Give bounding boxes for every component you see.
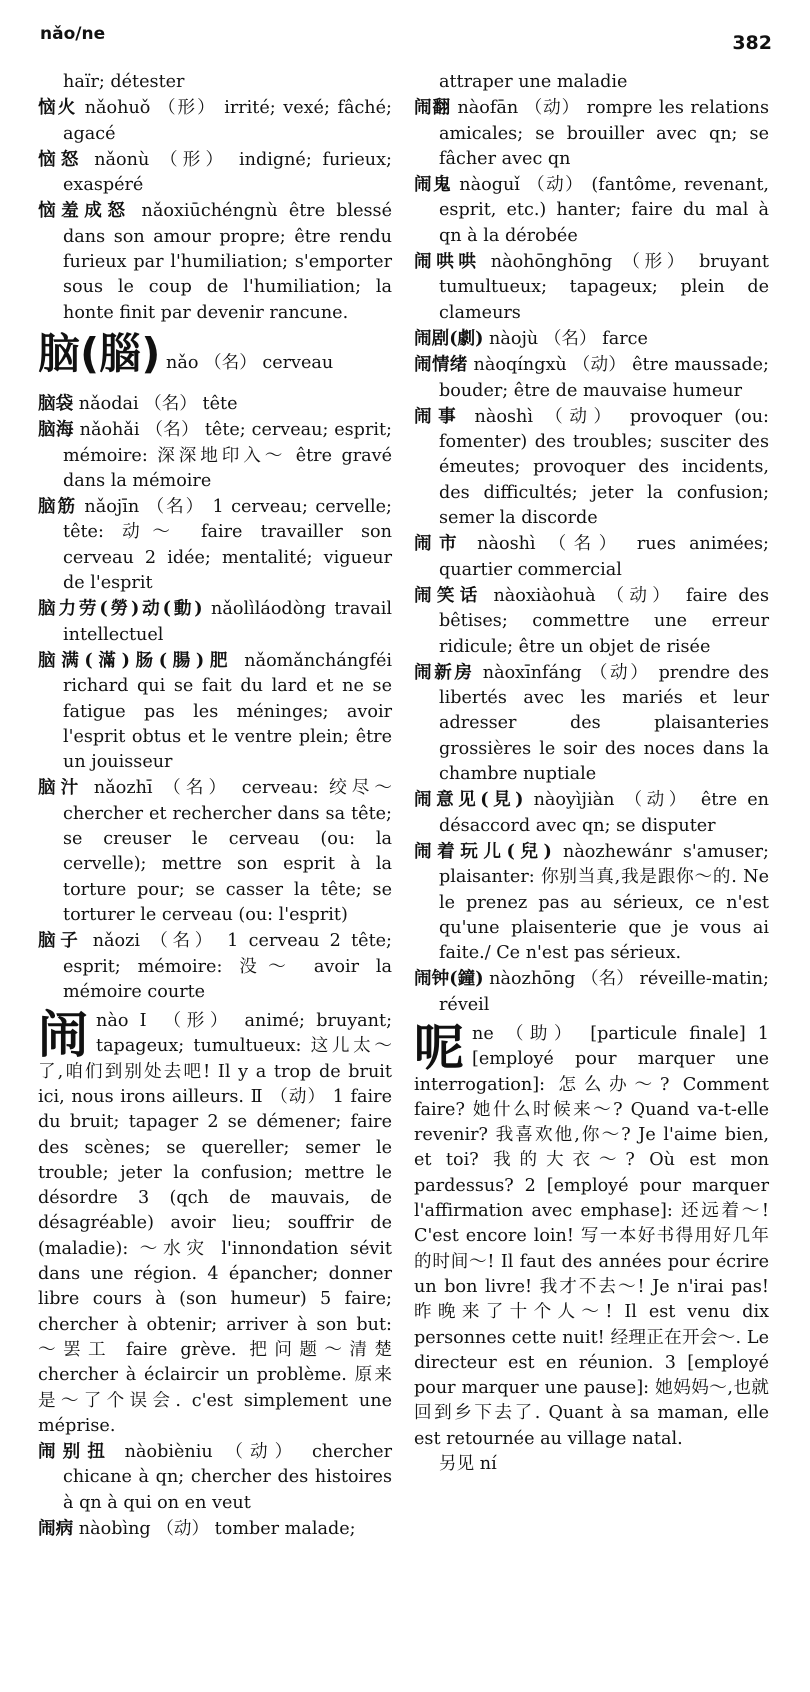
entry-definition: nàoyìjiàn （动） être en désaccord avec qn; se disputer bbox=[439, 790, 769, 836]
entry-definition: nǎonù （形） indigné; furieux; exaspéré bbox=[63, 149, 392, 196]
entry-headword: 脑袋 bbox=[38, 392, 74, 414]
entry-definition: nǎodai （名） tête bbox=[73, 393, 238, 414]
entry-headword: 脑海 bbox=[38, 419, 74, 441]
dictionary-entry bbox=[414, 583, 769, 660]
dictionary-entry bbox=[38, 1516, 392, 1542]
dictionary-entry bbox=[38, 391, 392, 417]
entry-headword: 闹笑话 bbox=[414, 584, 483, 606]
entry-definition: nǎozi （名） 1 cerveau 2 tête; esprit; mémoire: 没～ avoir la mémoire courte bbox=[63, 931, 392, 1002]
dictionary-entry bbox=[414, 404, 769, 531]
dictionary-entry bbox=[414, 1018, 769, 1452]
dictionary-entry bbox=[414, 660, 769, 787]
entry-definition: nǎojīn （名） 1 cerveau; cervelle; tête: 动～ faire travailler son cerveau 2 idée; mentalité; vigueur de l'esprit bbox=[63, 497, 392, 594]
dictionary-entry bbox=[414, 966, 769, 1018]
entry-headword: 闹情绪 bbox=[414, 354, 468, 376]
character-headword: 闹 bbox=[38, 1006, 88, 1065]
entry-headword: 脑力劳(勞)动(動) bbox=[38, 598, 203, 620]
dictionary-entry bbox=[414, 787, 769, 839]
entry-headword: 闹钟(鐘) bbox=[414, 968, 484, 990]
dictionary-entry bbox=[414, 352, 769, 404]
dictionary-entry bbox=[38, 417, 392, 494]
entry-headword: 闹哄哄 bbox=[414, 251, 481, 273]
dictionary-entry bbox=[38, 70, 392, 95]
entry-definition: nǎo （名） cerveau bbox=[160, 352, 334, 373]
entry-definition: nàoshì （动） provoquer (ou: fomenter) des troubles; susciter des émeutes; provoquer des incidents, des difficultés; jeter la confusion; semer la discorde bbox=[439, 406, 769, 529]
entry-headword: 闹鬼 bbox=[414, 174, 453, 196]
entry-headword: 闹意见(見) bbox=[414, 789, 524, 811]
entry-headword: 脑满(滿)肠(腸)肥 bbox=[38, 649, 234, 671]
entry-headword: 闹别扭 bbox=[38, 1441, 112, 1463]
dictionary-entry bbox=[38, 328, 392, 385]
entry-definition: nàozhōng （名） réveille-matin; réveil bbox=[439, 969, 769, 1015]
page-range-header: nǎo/ne bbox=[40, 24, 106, 44]
entry-headword: 闹新房 bbox=[414, 661, 475, 683]
entry-definition: nǎohuǒ （形） irrité; vexé; fâché; agacé bbox=[63, 98, 392, 144]
dictionary-entry bbox=[38, 928, 392, 1005]
dictionary-entry bbox=[414, 839, 769, 966]
entry-definition: nǎolìláodòng travail intellectuel bbox=[63, 599, 392, 645]
entry-definition: nàohōnghōng （形） bruyant tumultueux; tapageux; plein de clameurs bbox=[439, 252, 769, 323]
entry-definition: ne （助） [particule finale] 1 [employé pour marquer une interrogation]: 怎么办～? Comment faire? 她什么时候来～? Quand va-t-elle revenir? 我喜欢他,你～? Je l'aime bien, et toi? 我的大衣～? Où est mon pardessus? 2 [employé pour marquer l'affirmation avec emphase]: 还远着～! C'est encore loin! 写一本好书得用好几年的时间～! Il faut des années pour écrire un bon livre! 我才不去～! Je n'irai pas! 昨晚来了十个人～! Il est venu dix personnes cette nuit! 经理正在开会～. Le directeur est en réunion. 3 [employé pour marquer une pause]: 她妈妈～,也就回到乡下去了. Quant à sa maman, elle est retournée au village natal. bbox=[414, 1023, 769, 1449]
character-headword: 呢 bbox=[414, 1018, 464, 1077]
entry-headword: 脑汁 bbox=[38, 777, 84, 799]
entry-headword: 闹翻 bbox=[414, 97, 451, 119]
entry-headword: 脑筋 bbox=[38, 496, 77, 518]
entry-definition: nǎoxiūchéngnù être blessé dans son amour propre; être rendu furieux par l'humiliation; s'emporter sous le coup de l'humiliation; la honte finit par devenir rancune. bbox=[63, 201, 392, 323]
dictionary-entry bbox=[414, 531, 769, 583]
page-number: 382 bbox=[732, 32, 772, 54]
dictionary-entry bbox=[38, 596, 392, 648]
entry-definition: nào Ⅰ （形） animé; bruyant; tapageux; tumultueux: 这儿太～了,咱们到别处去吧! Il y a trop de bruit ici, nous irons ailleurs. Ⅱ （动） 1 faire du bruit; tapager 2 se démener; faire des scènes; se quereller; semer le trouble; jeter la confusion; mettre le désordre 3 (qch de mauvais, de désagréable) avoir lieu; souffrir de (maladie): ～水灾 l'innondation sévit dans une région. 4 épancher; donner libre cours à (son humeur) 5 faire; chercher à obtenir; arriver à son but: ～罢工 faire grève. 把问题～清楚 chercher à éclaircir un problème. 原来是～了个误会. c'est simplement une méprise. bbox=[38, 1011, 392, 1436]
dictionary-entry bbox=[414, 249, 769, 326]
entry-headword: 闹剧(劇) bbox=[414, 327, 484, 349]
dictionary-entry bbox=[38, 1439, 392, 1516]
entry-definition: nàoqíngxù （动） être maussade; bouder; être de mauvaise humeur bbox=[439, 355, 769, 401]
dictionary-entry bbox=[414, 95, 769, 172]
left-column bbox=[38, 70, 392, 1542]
entry-headword: 闹着玩儿(兒) bbox=[414, 840, 552, 862]
entry-definition: haïr; détester bbox=[63, 72, 185, 92]
entry-definition: nǎozhī （名） cerveau: 绞尽～ chercher et rechercher dans sa tête; se creuser le cerveau (ou: la cervelle); mettre son esprit à la torture pour; se casser la tête; se torturer le cerveau (ou: l'esprit) bbox=[63, 778, 392, 925]
entry-headword: 恼羞成怒 bbox=[38, 200, 131, 222]
entry-definition: 另见 ní bbox=[439, 1454, 497, 1475]
entry-headword: 闹病 bbox=[38, 1518, 74, 1540]
entry-definition: nàoxīnfáng （动） prendre des libertés avec les mariés et leur adresser des plaisanteries grossières le soir des noces dans la chambre nuptiale bbox=[439, 662, 769, 785]
entry-definition: nǎomǎnchángféi richard qui se fait du lard et ne se fatigue pas les méninges; avoir l'esprit obtus et le ventre plein; être un jouisseur bbox=[63, 650, 392, 773]
dictionary-entry bbox=[414, 70, 769, 95]
entry-definition: nàozhewánr s'amuser; plaisanter: 你别当真,我是跟你～的. Ne le prenez pas au sérieux, ce n'est qu'une plaisenterie que je vous ai faite./ Ce n'est pas sérieux. bbox=[439, 841, 769, 964]
entry-definition: nàoguǐ （动） (fantôme, revenant, esprit, etc.) hanter; faire du mal à qn à la dérobée bbox=[439, 175, 769, 246]
entry-definition: nǎohǎi （名） tête; cerveau; esprit; mémoire: 深深地印入～ être gravé dans la mémoire bbox=[63, 420, 392, 491]
dictionary-entry bbox=[38, 95, 392, 147]
entry-headword: 闹事 bbox=[414, 405, 463, 427]
entry-headword: 闹市 bbox=[414, 533, 465, 555]
dictionary-entry bbox=[38, 775, 392, 928]
entry-definition: nàofān （动） rompre les relations amicales; se brouiller avec qn; se fâcher avec qn bbox=[439, 98, 769, 169]
dictionary-entry bbox=[38, 1006, 392, 1439]
dictionary-entry bbox=[414, 1452, 769, 1477]
dictionary-entry bbox=[38, 494, 392, 596]
entry-headword: 脑子 bbox=[38, 930, 83, 952]
dictionary-entry bbox=[414, 326, 769, 352]
entry-definition: nàobìng （动） tomber malade; bbox=[73, 1519, 356, 1540]
dictionary-entry bbox=[414, 172, 769, 249]
character-headword: 脑(腦) bbox=[38, 328, 161, 378]
right-column bbox=[414, 70, 769, 1477]
entry-headword: 恼火 bbox=[38, 97, 78, 119]
dictionary-entry bbox=[38, 198, 392, 325]
dictionary-entry bbox=[38, 147, 392, 199]
entry-definition: nàobièniu （动） chercher chicane à qn; chercher des histoires à qn à qui on en veut bbox=[63, 1442, 392, 1513]
dictionary-entry bbox=[38, 648, 392, 775]
entry-definition: nàoxiàohuà （动） faire des bêtises; commettre une erreur ridicule; être un objet de risée bbox=[439, 585, 769, 657]
entry-headword: 恼怒 bbox=[38, 148, 84, 170]
entry-definition: attraper une maladie bbox=[439, 72, 628, 92]
entry-definition: nàojù （名） farce bbox=[483, 328, 648, 349]
entry-definition: nàoshì （名） rues animées; quartier commercial bbox=[439, 534, 769, 580]
